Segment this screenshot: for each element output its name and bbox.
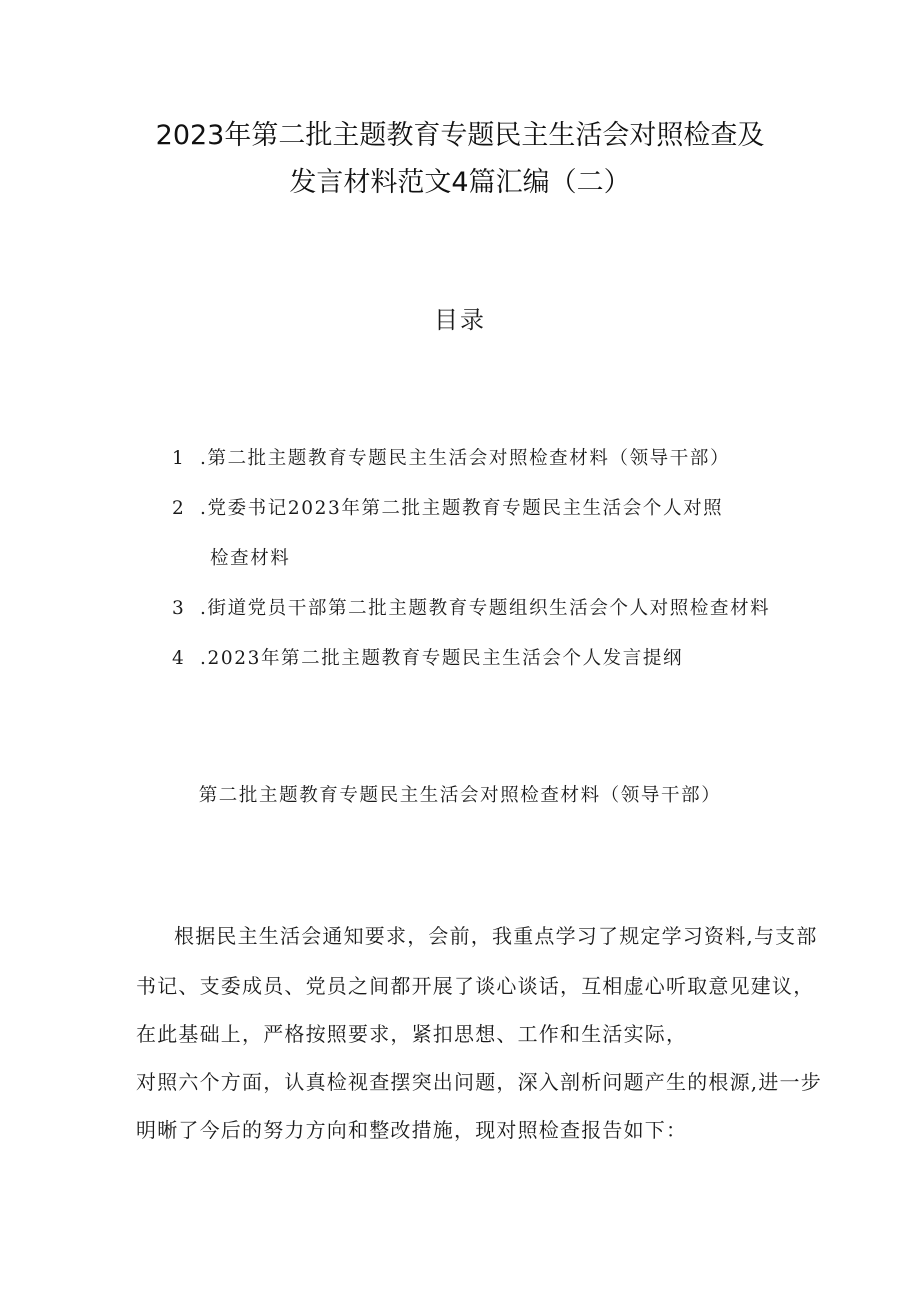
toc-item-number: 1 [172, 448, 186, 469]
toc-item-2-continuation[interactable]: 检查材料 [210, 548, 291, 569]
paragraph-line: 明晰了今后的努力方向和整改措施，现对照检查报告如下： [136, 1118, 688, 1142]
toc-item-text: .第二批主题教育专题民主生活会对照检查材料（领导干部） [200, 448, 731, 469]
toc-item-number: 2 [172, 498, 186, 519]
paragraph-line: 在此基础上，严格按照要求，紧扣思想、工作和生活实际， [136, 1022, 688, 1046]
toc-item-2[interactable] [172, 494, 723, 520]
toc-item-text: .2023年第二批主题教育专题民主生活会个人发言提纲 [200, 648, 684, 669]
toc-item-text: .街道党员干部第二批主题教育专题组织生活会个人对照检查材料 [200, 598, 771, 619]
document-title-line-2: 发言材料范文4篇汇编（二） [289, 167, 631, 198]
toc-item-3[interactable] [172, 594, 770, 620]
toc-item-number: 3 [172, 598, 186, 619]
toc-item-4[interactable] [172, 644, 683, 670]
toc-item-text: .党委书记2023年第二批主题教育专题民主生活会个人对照 [200, 498, 724, 519]
paragraph-line: 书记、支委成员、党员之间都开展了谈心谈话，互相虚心听取意见建议， [136, 974, 815, 998]
paragraph-line: 对照六个方面，认真检视查摆突出问题，深入剖析问题产生的根源,进一步 [136, 1070, 822, 1094]
toc-item-number: 4 [172, 648, 186, 669]
toc-heading: 目录 [434, 306, 486, 334]
toc-item-1[interactable] [172, 444, 730, 470]
document-title-line-1: 2023年第二批主题教育专题民主生活会对照检查及 [155, 120, 765, 151]
paragraph-line: 根据民主生活会通知要求，会前，我重点学习了规定学习资料,与支部 [174, 924, 818, 948]
section-title: 第二批主题教育专题民主生活会对照检查材料（领导干部） [198, 785, 722, 806]
